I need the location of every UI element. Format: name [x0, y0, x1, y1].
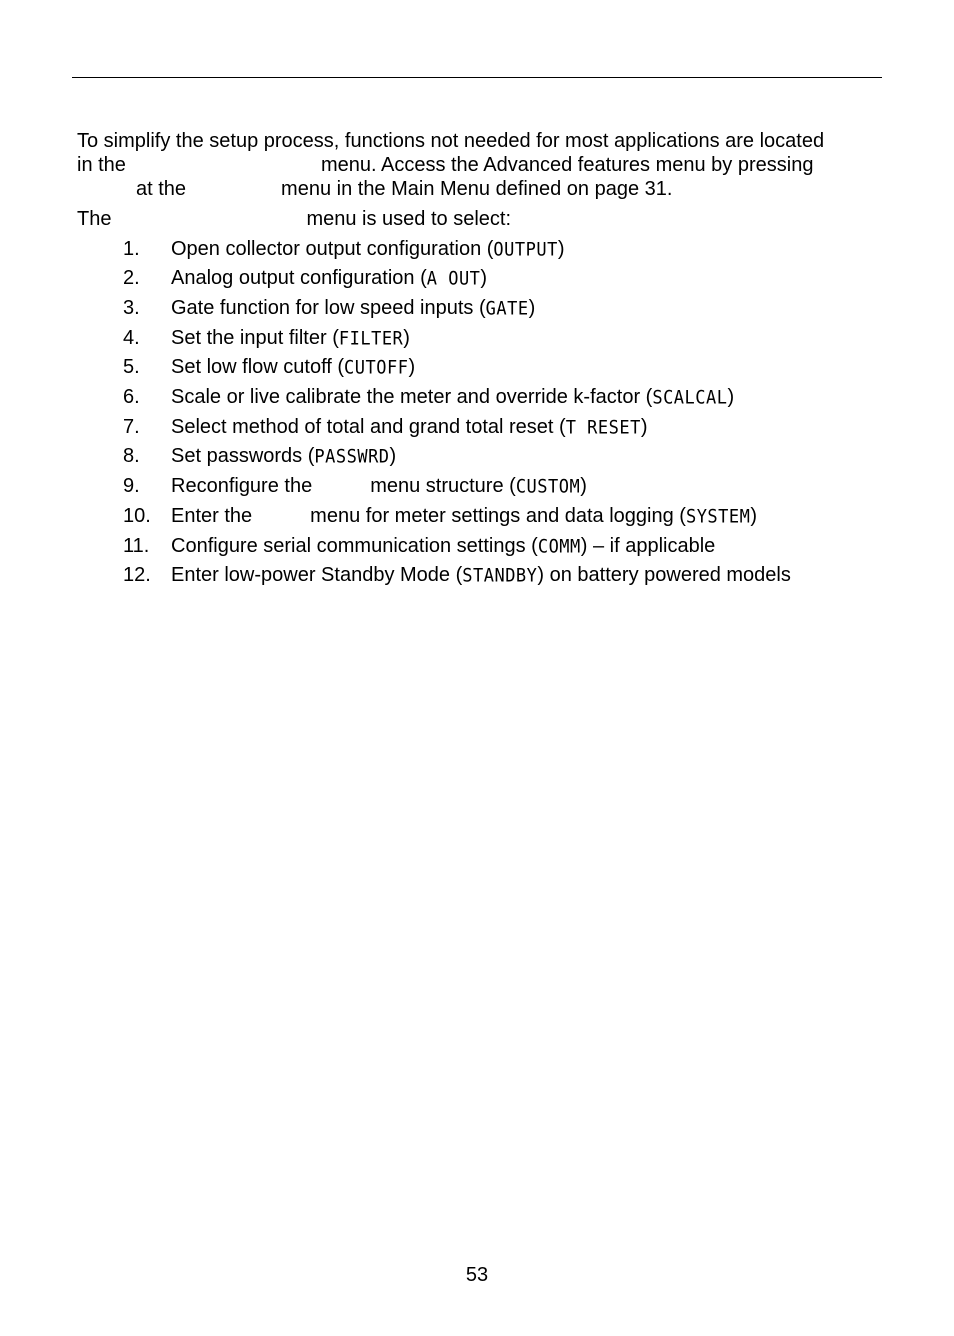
list-item-text: Select method of total and grand total reset (	[171, 416, 566, 438]
list-item-text: )	[727, 386, 735, 408]
intro-text: menu is used to select:	[306, 208, 512, 230]
lcd-code: T RESET	[565, 416, 641, 440]
list-item-number: 11.	[123, 535, 150, 557]
lcd-code: COMM	[537, 535, 581, 559]
lcd-code: FILTER	[338, 327, 404, 351]
intro-text: in the	[77, 154, 126, 176]
list-item-text: Set passwords (	[171, 445, 315, 467]
list-item-number: 4.	[123, 327, 140, 349]
list-item-text: ) – if applicable	[580, 535, 716, 557]
lcd-code: GATE	[485, 297, 529, 321]
list-item-number: 1.	[123, 238, 140, 260]
list-item-number: 8.	[123, 445, 140, 467]
list-item-text: )	[389, 445, 397, 467]
intro-text: menu in the Main Menu defined on page 31.	[281, 178, 673, 200]
list-item-text: Analog output configuration (	[171, 267, 427, 289]
header-rule	[72, 77, 882, 78]
list-item-text: Scale or live calibrate the meter and override k-factor (	[171, 386, 653, 408]
list-item-number: 7.	[123, 416, 140, 438]
intro-line-1	[77, 129, 824, 153]
list-item-text: )	[528, 297, 536, 319]
intro-line-2	[77, 153, 813, 177]
intro-line-4	[77, 207, 511, 231]
list-item-text: Gate function for low speed inputs (	[171, 297, 486, 319]
list-item-number: 9.	[123, 475, 140, 497]
list-item	[123, 444, 396, 469]
intro-line-3	[77, 177, 672, 201]
list-item	[123, 415, 648, 440]
list-item-text: )	[408, 356, 416, 378]
lcd-code: STANDBY	[462, 564, 538, 588]
list-item	[123, 563, 791, 588]
lcd-code: SCALCAL	[652, 386, 728, 410]
lcd-code: CUSTOM	[515, 475, 581, 499]
list-item-text: )	[557, 238, 565, 260]
list-item-text: )	[480, 267, 488, 289]
lcd-code: SYSTEM	[685, 505, 751, 529]
list-item-text: Set low flow cutoff (	[171, 356, 345, 378]
list-item-number: 5.	[123, 356, 140, 378]
list-item-text: )	[403, 327, 410, 349]
list-item	[123, 266, 487, 291]
list-item-text: Enter the	[171, 505, 253, 527]
list-item-text: Reconfigure the	[171, 475, 313, 497]
list-item	[123, 504, 757, 529]
list-item	[123, 534, 715, 559]
page-number: 53	[465, 1264, 489, 1286]
intro-text: The	[77, 208, 112, 230]
list-item-number: 6.	[123, 386, 140, 408]
list-item-text: ) on battery powered models	[537, 564, 791, 586]
list-item-text: )	[640, 416, 648, 438]
lcd-code: A OUT	[426, 267, 481, 291]
list-item-text: Set the input filter (	[171, 327, 339, 349]
list-item	[123, 355, 415, 380]
list-item-number: 10.	[123, 505, 151, 527]
list-item-text: )	[580, 475, 587, 497]
list-item-number: 2.	[123, 267, 140, 289]
list-item	[123, 385, 734, 410]
list-item-text: Enter low-power Standby Mode (	[171, 564, 463, 586]
list-item-text: )	[750, 505, 758, 527]
list-item-text: Open collector output configuration (	[171, 238, 494, 260]
list-item-number: 3.	[123, 297, 140, 319]
list-item	[123, 237, 565, 262]
intro-text: menu. Access the Advanced features menu by pressing	[320, 154, 814, 176]
intro-text: To simplify the setup process, functions not needed for most applications are located	[77, 130, 825, 152]
list-item	[123, 326, 410, 351]
list-item-text: menu for meter settings and data logging (	[310, 505, 686, 527]
lcd-code: CUTOFF	[344, 356, 409, 380]
list-item-number: 12.	[123, 564, 151, 586]
lcd-code: PASSWRD	[314, 445, 390, 469]
list-item	[123, 296, 535, 321]
list-item	[123, 474, 587, 499]
list-item-text: Configure serial communication settings (	[171, 535, 538, 557]
intro-text: at the	[136, 178, 187, 200]
lcd-code: OUTPUT	[493, 238, 558, 262]
list-item-text: menu structure (	[370, 475, 516, 497]
